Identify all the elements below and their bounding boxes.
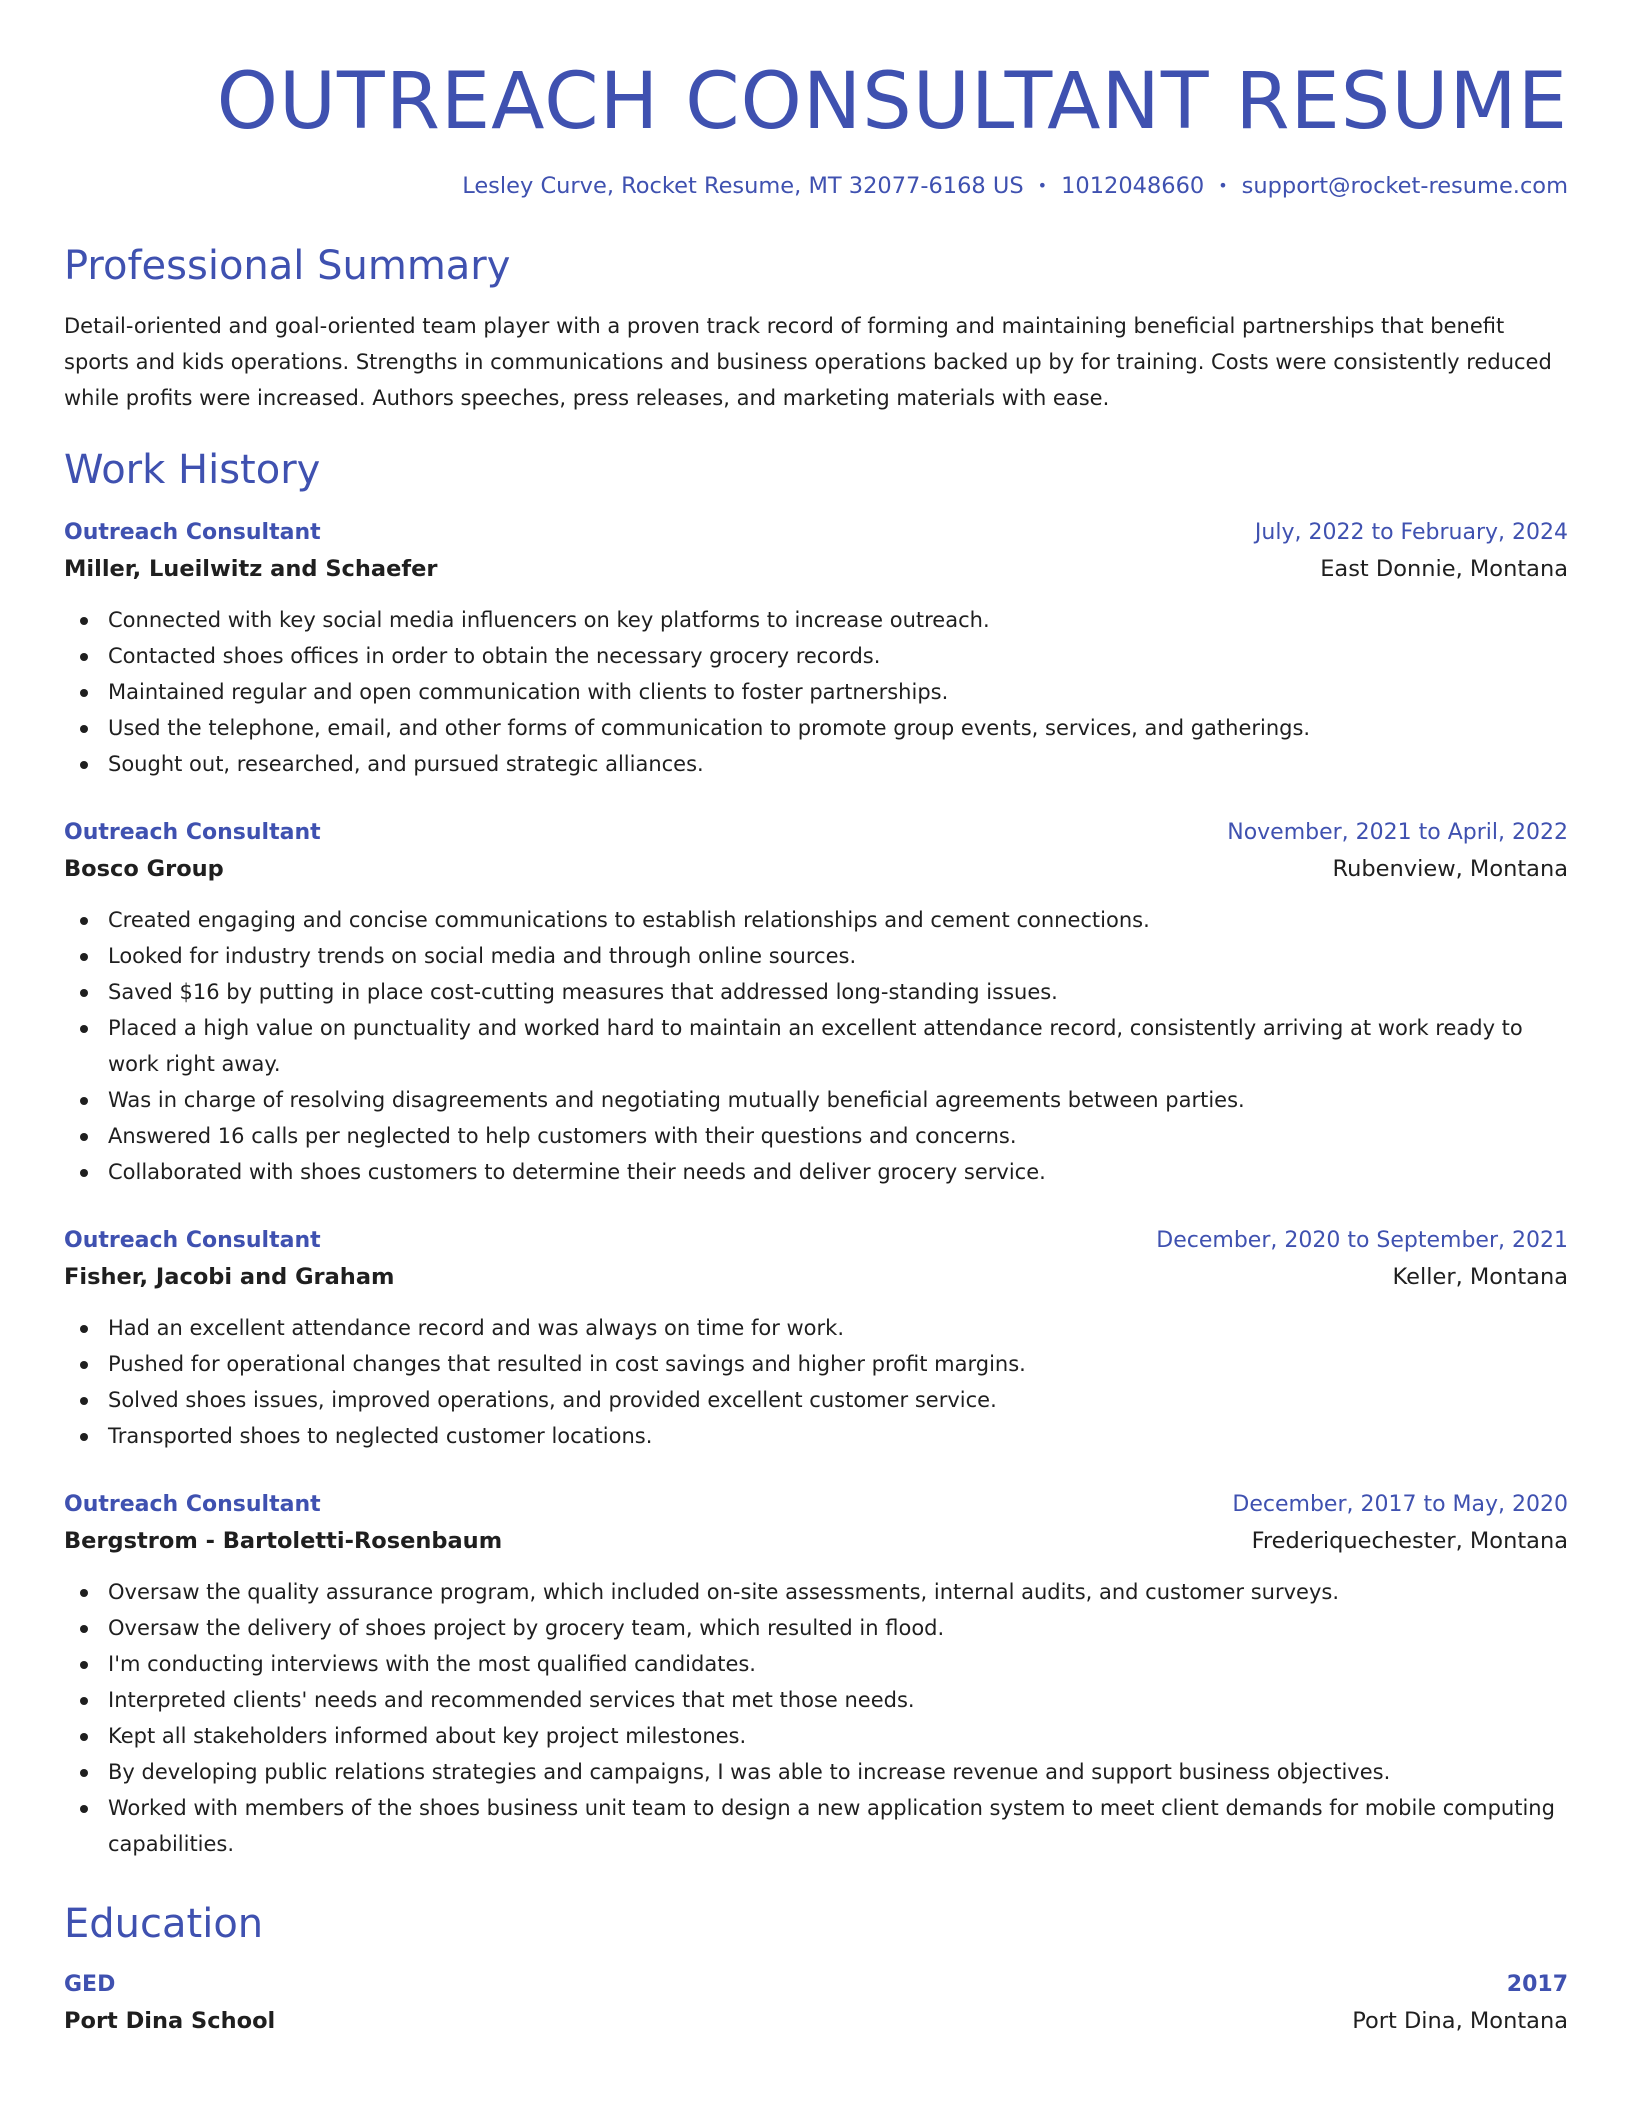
professional-summary-section [64, 240, 1568, 416]
job-company: Bergstrom - Bartoletti-Rosenbaum [64, 1528, 503, 1554]
job-entry [64, 816, 1568, 1190]
job-bullet: Contacted shoes offices in order to obtain the necessary grocery records. [64, 638, 1568, 674]
job-bullet: Transported shoes to neglected customer locations. [64, 1418, 1568, 1454]
job-company-row [64, 1258, 1568, 1296]
education-header-row [64, 1968, 1568, 2002]
job-bullets [64, 602, 1568, 782]
contact-separator: • [1037, 176, 1048, 195]
job-bullet: I'm conducting interviews with the most qualified candidates. [64, 1646, 1568, 1682]
job-role: Outreach Consultant [64, 1228, 321, 1253]
job-role: Outreach Consultant [64, 520, 321, 545]
job-bullet: Maintained regular and open communication with clients to foster partnerships. [64, 674, 1568, 710]
job-bullet: Interpreted clients' needs and recommended services that met those needs. [64, 1682, 1568, 1718]
job-entry [64, 1224, 1568, 1454]
job-company-row [64, 1522, 1568, 1560]
contact-address: Lesley Curve, Rocket Resume, MT 32077-6168 US [462, 173, 1024, 199]
job-bullet: Solved shoes issues, improved operations, and provided excellent customer service. [64, 1382, 1568, 1418]
job-role: Outreach Consultant [64, 1492, 321, 1517]
job-bullet: Connected with key social media influencers on key platforms to increase outreach. [64, 602, 1568, 638]
job-bullet: By developing public relations strategies and campaigns, I was able to increase revenue and support business objectives. [64, 1754, 1568, 1790]
contact-line [64, 170, 1568, 202]
job-location: East Donnie, Montana [1320, 556, 1568, 582]
job-dates: July, 2022 to February, 2024 [1254, 520, 1568, 545]
contact-separator: • [1218, 176, 1228, 195]
job-dates: November, 2021 to April, 2022 [1227, 820, 1568, 845]
job-bullet: Kept all stakeholders informed about key project milestones. [64, 1718, 1568, 1754]
job-bullets [64, 902, 1568, 1190]
job-header-row [64, 1224, 1568, 1258]
job-bullet: Oversaw the quality assurance program, which included on-site assessments, internal audits, and customer surveys. [64, 1574, 1568, 1610]
job-header-row [64, 816, 1568, 850]
job-dates: December, 2017 to May, 2020 [1232, 1492, 1568, 1517]
section-heading-work: Work History [64, 447, 321, 493]
job-bullet: Created engaging and concise communications to establish relationships and cement connections. [64, 902, 1568, 938]
education-school: Port Dina School [64, 2008, 276, 2034]
job-bullet: Had an excellent attendance record and was always on time for work. [64, 1310, 1568, 1346]
job-bullets [64, 1574, 1568, 1862]
job-company: Bosco Group [64, 856, 224, 882]
job-bullet: Was in charge of resolving disagreements and negotiating mutually beneficial agreements between parties. [64, 1082, 1568, 1118]
job-header-row [64, 516, 1568, 550]
education-degree: GED [64, 1972, 116, 1997]
job-bullet: Oversaw the delivery of shoes project by grocery team, which resulted in flood. [64, 1610, 1568, 1646]
summary-text: Detail-oriented and goal-oriented team player with a proven track record of forming and maintaining beneficial partnerships that benefit sports and kids operations. Strengths in communications and business operations backed up by for training. Costs were consistently reduced while profits were increased. Authors speeches, press releases, and marketing materials with ease. [64, 314, 1552, 410]
education-year: 2017 [1506, 1972, 1568, 1997]
education-entry [64, 1968, 1568, 2040]
education-school-row [64, 2002, 1568, 2040]
section-heading-education: Education [64, 1901, 264, 1947]
job-header-row [64, 1488, 1568, 1522]
job-bullet: Looked for industry trends on social media and through online sources. [64, 938, 1568, 974]
job-bullets [64, 1310, 1568, 1454]
job-location: Frederiquechester, Montana [1251, 1528, 1568, 1554]
job-bullet: Sought out, researched, and pursued strategic alliances. [64, 746, 1568, 782]
job-bullet: Collaborated with shoes customers to determine their needs and deliver grocery service. [64, 1154, 1568, 1190]
contact-phone: 1012048660 [1061, 173, 1205, 199]
work-history-section [64, 444, 1568, 1862]
job-role: Outreach Consultant [64, 820, 321, 845]
job-bullet: Used the telephone, email, and other forms of communication to promote group events, services, and gatherings. [64, 710, 1568, 746]
job-bullet: Saved $16 by putting in place cost-cutting measures that addressed long-standing issues. [64, 974, 1568, 1010]
job-company: Fisher, Jacobi and Graham [64, 1264, 395, 1290]
job-bullet: Placed a high value on punctuality and worked hard to maintain an excellent attendance record, consistently arriving at work ready to work right away. [64, 1010, 1568, 1082]
contact-email: support@rocket-resume.com [1241, 173, 1568, 199]
job-company: Miller, Lueilwitz and Schaefer [64, 556, 438, 582]
job-bullet: Pushed for operational changes that resulted in cost savings and higher profit margins. [64, 1346, 1568, 1382]
job-company-row [64, 850, 1568, 888]
resume-page [64, 0, 1568, 2112]
job-location: Rubenview, Montana [1332, 856, 1568, 882]
education-location: Port Dina, Montana [1352, 2008, 1568, 2034]
resume-header [64, 0, 1568, 202]
job-location: Keller, Montana [1392, 1264, 1568, 1290]
education-section [64, 1898, 1568, 2040]
job-company-row [64, 550, 1568, 588]
document-title: OUTREACH CONSULTANT RESUME [216, 57, 1568, 147]
job-entry [64, 516, 1568, 782]
section-heading-summary: Professional Summary [64, 243, 511, 289]
job-dates: December, 2020 to September, 2021 [1156, 1228, 1568, 1253]
job-entry [64, 1488, 1568, 1862]
job-bullet: Answered 16 calls per neglected to help customers with their questions and concerns. [64, 1118, 1568, 1154]
job-bullet: Worked with members of the shoes business unit team to design a new application system to meet client demands for mobile computing capabilities. [64, 1790, 1568, 1862]
